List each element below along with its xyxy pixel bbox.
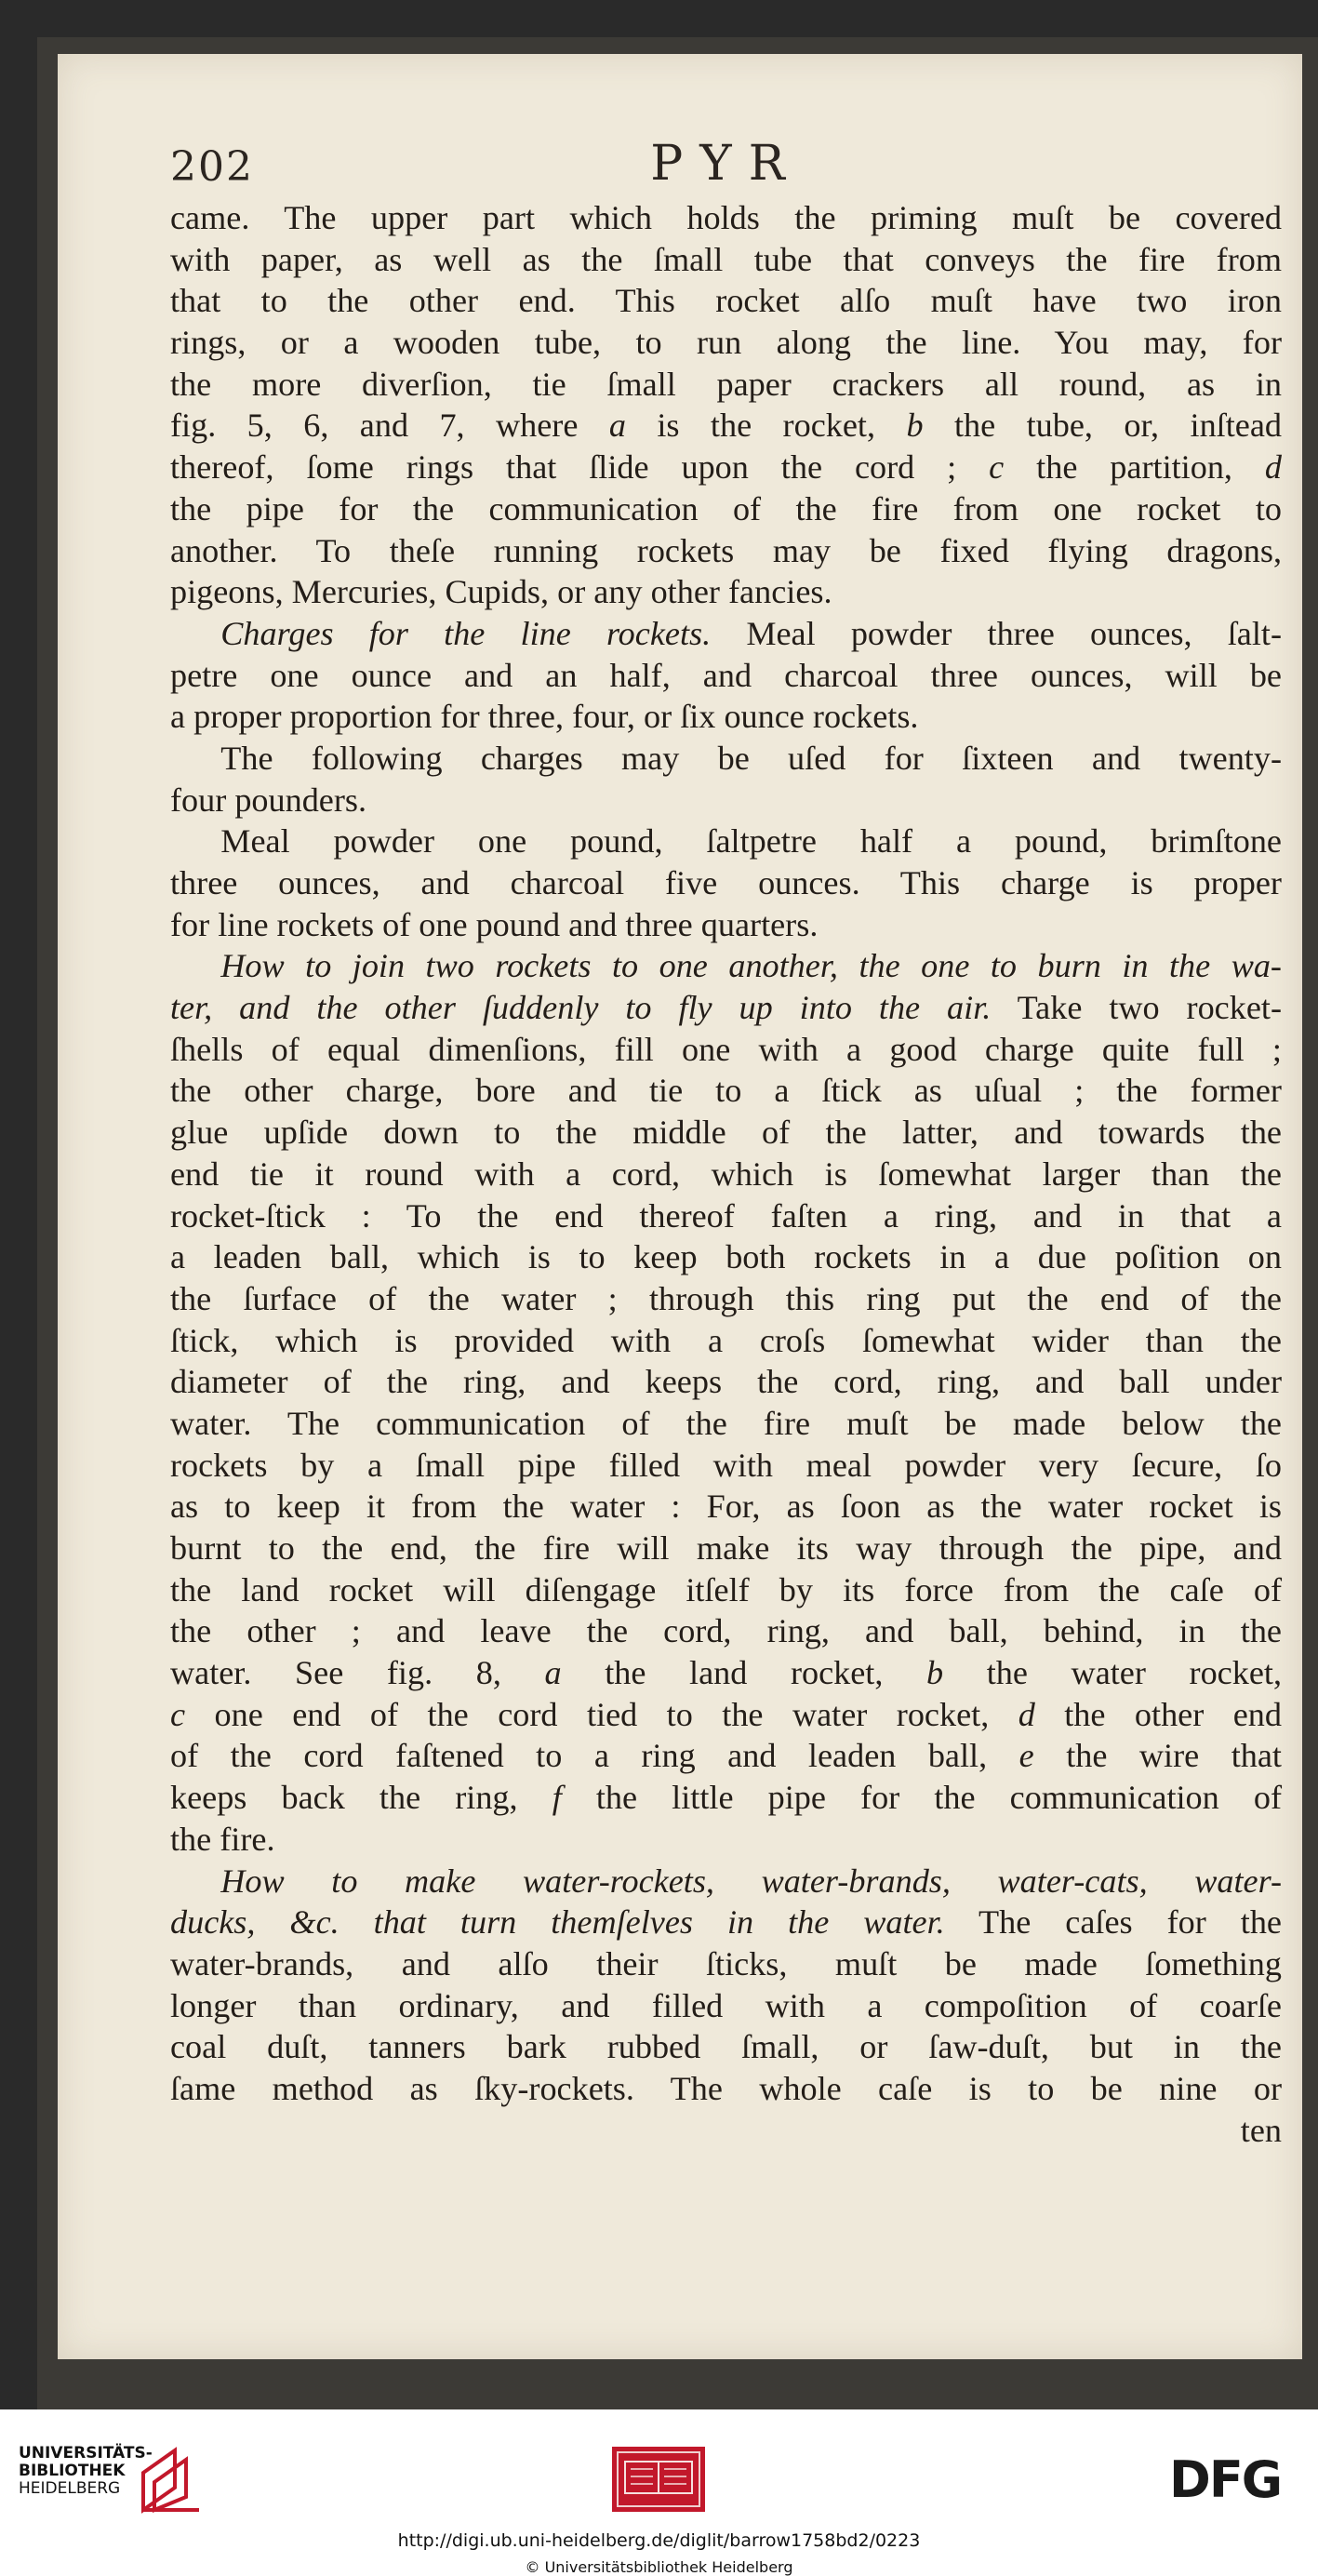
text-line — [170, 1610, 1282, 1652]
text-span: Meal powder one pound, ſaltpetre half a pound, brimſtone — [170, 822, 1282, 861]
text-line — [170, 2110, 1282, 2152]
italic-text: e — [1018, 1737, 1034, 1775]
copyright-notice: © Universitätsbibliothek Heidelberg — [525, 2558, 793, 2576]
italic-text: c — [989, 448, 1005, 487]
text-span: of the cord faſtened to a ring and leaden ball, — [170, 1737, 1019, 1775]
running-head: PYR — [650, 136, 802, 192]
text-span: the fire. — [170, 1820, 275, 1858]
text-line — [170, 1569, 1282, 1611]
text-span: is the rocket, — [625, 407, 907, 445]
page-header — [170, 130, 1282, 195]
italic-text: How to make water-rockets, water-brands, water-cats, water- — [220, 1862, 1282, 1900]
ub-line-1: UNIVERSITÄTS- — [19, 2444, 153, 2463]
text-line — [170, 1985, 1282, 2027]
text-line — [170, 1777, 1282, 1819]
text-line — [170, 1861, 1282, 1902]
text-line — [170, 862, 1282, 904]
text-span: water. The communication of the fire muſt be made below the — [170, 1404, 1282, 1442]
text-line — [170, 1486, 1282, 1528]
text-line — [170, 405, 1282, 447]
text-line — [170, 2068, 1282, 2110]
text-span: came. The upper part which holds the priming muſt be covered — [170, 199, 1282, 236]
text-line — [170, 530, 1282, 572]
text-span: the pipe for the communication of the fire from one rocket to — [170, 489, 1282, 527]
text-span: rocket-ſtick : To the end thereof faſten a ring, and in that a — [170, 1196, 1282, 1235]
text-span: Take two rocket- — [991, 989, 1282, 1027]
text-span: one end of the cord tied to the water rocket, — [185, 1695, 1018, 1733]
text-span: ſtick, which is provided with a croſs ſomewhat wider than the — [170, 1321, 1282, 1359]
book-seal-icon — [612, 2447, 705, 2512]
text-span: the ſurface of the water ; through this ring put the end of the — [170, 1279, 1282, 1317]
body-text — [170, 197, 1282, 2151]
text-span: water-brands, and alſo their ſticks, muſt be made ſomething — [170, 1944, 1282, 1982]
text-line — [170, 488, 1282, 530]
italic-text: c — [170, 1695, 186, 1733]
text-line — [170, 1902, 1282, 1943]
text-span: a proper proportion for three, four, or ſix ounce rockets. — [170, 698, 919, 736]
text-span: rockets by a ſmall pipe filled with meal powder very ſecure, ſo — [170, 1446, 1282, 1484]
footer — [0, 2409, 1318, 2574]
text-line — [170, 280, 1282, 322]
text-span — [170, 615, 220, 652]
text-span: for line rockets of one pound and three quarters. — [170, 905, 819, 943]
text-span: rings, or a wooden tube, to run along the line. You may, for — [170, 324, 1282, 362]
text-span: the wire that — [1033, 1737, 1282, 1775]
text-line — [170, 1943, 1282, 1985]
text-span: a leaden ball, which is to keep both rockets in a due poſition on — [170, 1238, 1282, 1276]
text-span: the little pipe for the communication of — [561, 1779, 1282, 1817]
text-line — [170, 1819, 1282, 1861]
text-span: end tie it round with a cord, which is ſomewhat larger than the — [170, 1155, 1282, 1193]
text-span: keeps back the ring, — [170, 1779, 552, 1817]
text-line — [170, 1070, 1282, 1112]
italic-text: a — [608, 407, 626, 445]
text-line — [170, 1361, 1282, 1403]
text-line — [170, 364, 1282, 406]
text-span: coal duſt, tanners bark rubbed ſmall, or ſaw-duſt, but in the — [170, 2028, 1282, 2066]
text-span: ſame method as ſky-rockets. The whole caſe is to be nine or — [170, 2069, 1282, 2107]
university-library-name — [19, 2445, 153, 2498]
italic-text: ducks, &c. that turn themſelves in the water. — [170, 1903, 945, 1942]
text-span: longer than ordinary, and filled with a compoſition of coarſe — [170, 1986, 1282, 2024]
text-line — [170, 322, 1282, 364]
text-span: the water rocket, — [943, 1654, 1282, 1692]
text-line — [170, 2026, 1282, 2068]
digitization-logo[interactable] — [612, 2447, 705, 2512]
italic-text: a — [544, 1654, 562, 1692]
italic-text: f — [552, 1779, 562, 1817]
text-span: four pounders. — [170, 781, 367, 819]
text-span — [170, 947, 220, 984]
text-span: Meal powder three ounces, ſalt- — [711, 614, 1282, 652]
text-span: the other end — [1034, 1695, 1282, 1733]
text-line — [170, 987, 1282, 1029]
text-span: the land rocket will diſengage itſelf by its force from the caſe of — [170, 1570, 1282, 1608]
dfg-logo[interactable]: DFG — [1169, 2450, 1282, 2509]
ub-line-3: HEIDELBERG — [19, 2479, 121, 2498]
italic-text: Charges for the line rockets. — [220, 614, 712, 652]
text-span — [170, 1862, 220, 1900]
text-span: The caſes for the — [944, 1903, 1282, 1942]
text-span: The following charges may be uſed for ſixteen and twenty- — [170, 739, 1282, 777]
text-span: with paper, as well as the ſmall tube that conveys the fire from — [170, 240, 1282, 278]
text-span: that to the other end. This rocket alſo muſt have two iron — [170, 282, 1282, 320]
text-line — [170, 1195, 1282, 1237]
text-line — [170, 1735, 1282, 1777]
text-span: petre one ounce and an half, and charcoal three ounces, will be — [170, 656, 1282, 694]
text-line — [170, 655, 1282, 697]
text-line — [170, 1278, 1282, 1320]
text-line — [170, 780, 1282, 821]
text-span: as to keep it from the water : For, as ſoon as the water rocket is — [170, 1488, 1282, 1526]
text-span: the other ; and leave the cord, ring, and ball, behind, in the — [170, 1612, 1282, 1650]
text-line — [170, 447, 1282, 488]
text-line — [170, 738, 1282, 780]
text-line — [170, 1029, 1282, 1071]
text-line — [170, 904, 1282, 946]
text-span: water. See fig. 8, — [170, 1654, 545, 1692]
text-line — [170, 821, 1282, 862]
text-span: pigeons, Mercuries, Cupids, or any other fancies. — [170, 573, 832, 611]
text-span: glue upſide down to the middle of the latter, and towards the — [170, 1114, 1282, 1152]
text-line — [170, 1154, 1282, 1195]
text-line — [170, 1112, 1282, 1154]
text-line — [170, 1320, 1282, 1362]
italic-text: d — [1264, 448, 1282, 487]
text-span: another. To theſe running rockets may be fixed flying dragons, — [170, 531, 1282, 569]
text-line — [170, 1694, 1282, 1736]
text-span: ſhells of equal dimenſions, fill one with a good charge quite full ; — [170, 1030, 1282, 1068]
italic-text: ter, and the other ſuddenly to fly up into the air. — [170, 989, 992, 1027]
text-line — [170, 1445, 1282, 1487]
text-span: the tube, or, inſtead — [923, 407, 1282, 445]
text-span: the land rocket, — [561, 1654, 927, 1692]
text-line — [170, 1652, 1282, 1694]
italic-text: b — [906, 407, 924, 445]
text-line — [170, 1528, 1282, 1569]
page-number: 202 — [170, 143, 254, 191]
italic-text: d — [1018, 1695, 1035, 1733]
text-line — [170, 1236, 1282, 1278]
text-span: the other charge, bore and tie to a ſtick as uſual ; the former — [170, 1072, 1282, 1110]
text-line — [170, 197, 1282, 239]
text-span: three ounces, and charcoal five ounces. This charge is proper — [170, 864, 1282, 901]
text-span: thereof, ſome rings that ſlide upon the cord ; — [170, 448, 990, 487]
ub-line-2: BIBLIOTHEK — [19, 2462, 126, 2480]
text-line — [170, 239, 1282, 281]
italic-text: How to join two rockets to one another, the one to burn in the wa- — [220, 947, 1282, 985]
text-line — [170, 613, 1282, 655]
text-line — [170, 1403, 1282, 1445]
university-library-logo[interactable] — [19, 2445, 205, 2519]
permalink-url[interactable]: http://digi.ub.uni-heidelberg.de/diglit/barrow1758bd2/0223 — [397, 2530, 921, 2551]
text-line — [170, 945, 1282, 987]
text-span: burnt to the end, the fire will make its way through the pipe, and — [170, 1529, 1282, 1567]
text-span: ten — [1240, 2111, 1282, 2149]
text-span: the partition, — [1004, 448, 1265, 487]
text-span: fig. 5, 6, and 7, where — [170, 407, 609, 445]
library-mark-icon — [138, 2445, 205, 2517]
text-line — [170, 696, 1282, 738]
text-line — [170, 571, 1282, 613]
text-span: the more diverſion, tie ſmall paper crackers all round, as in — [170, 365, 1282, 403]
italic-text: b — [926, 1654, 944, 1692]
text-span: diameter of the ring, and keeps the cord, ring, and ball under — [170, 1363, 1282, 1401]
